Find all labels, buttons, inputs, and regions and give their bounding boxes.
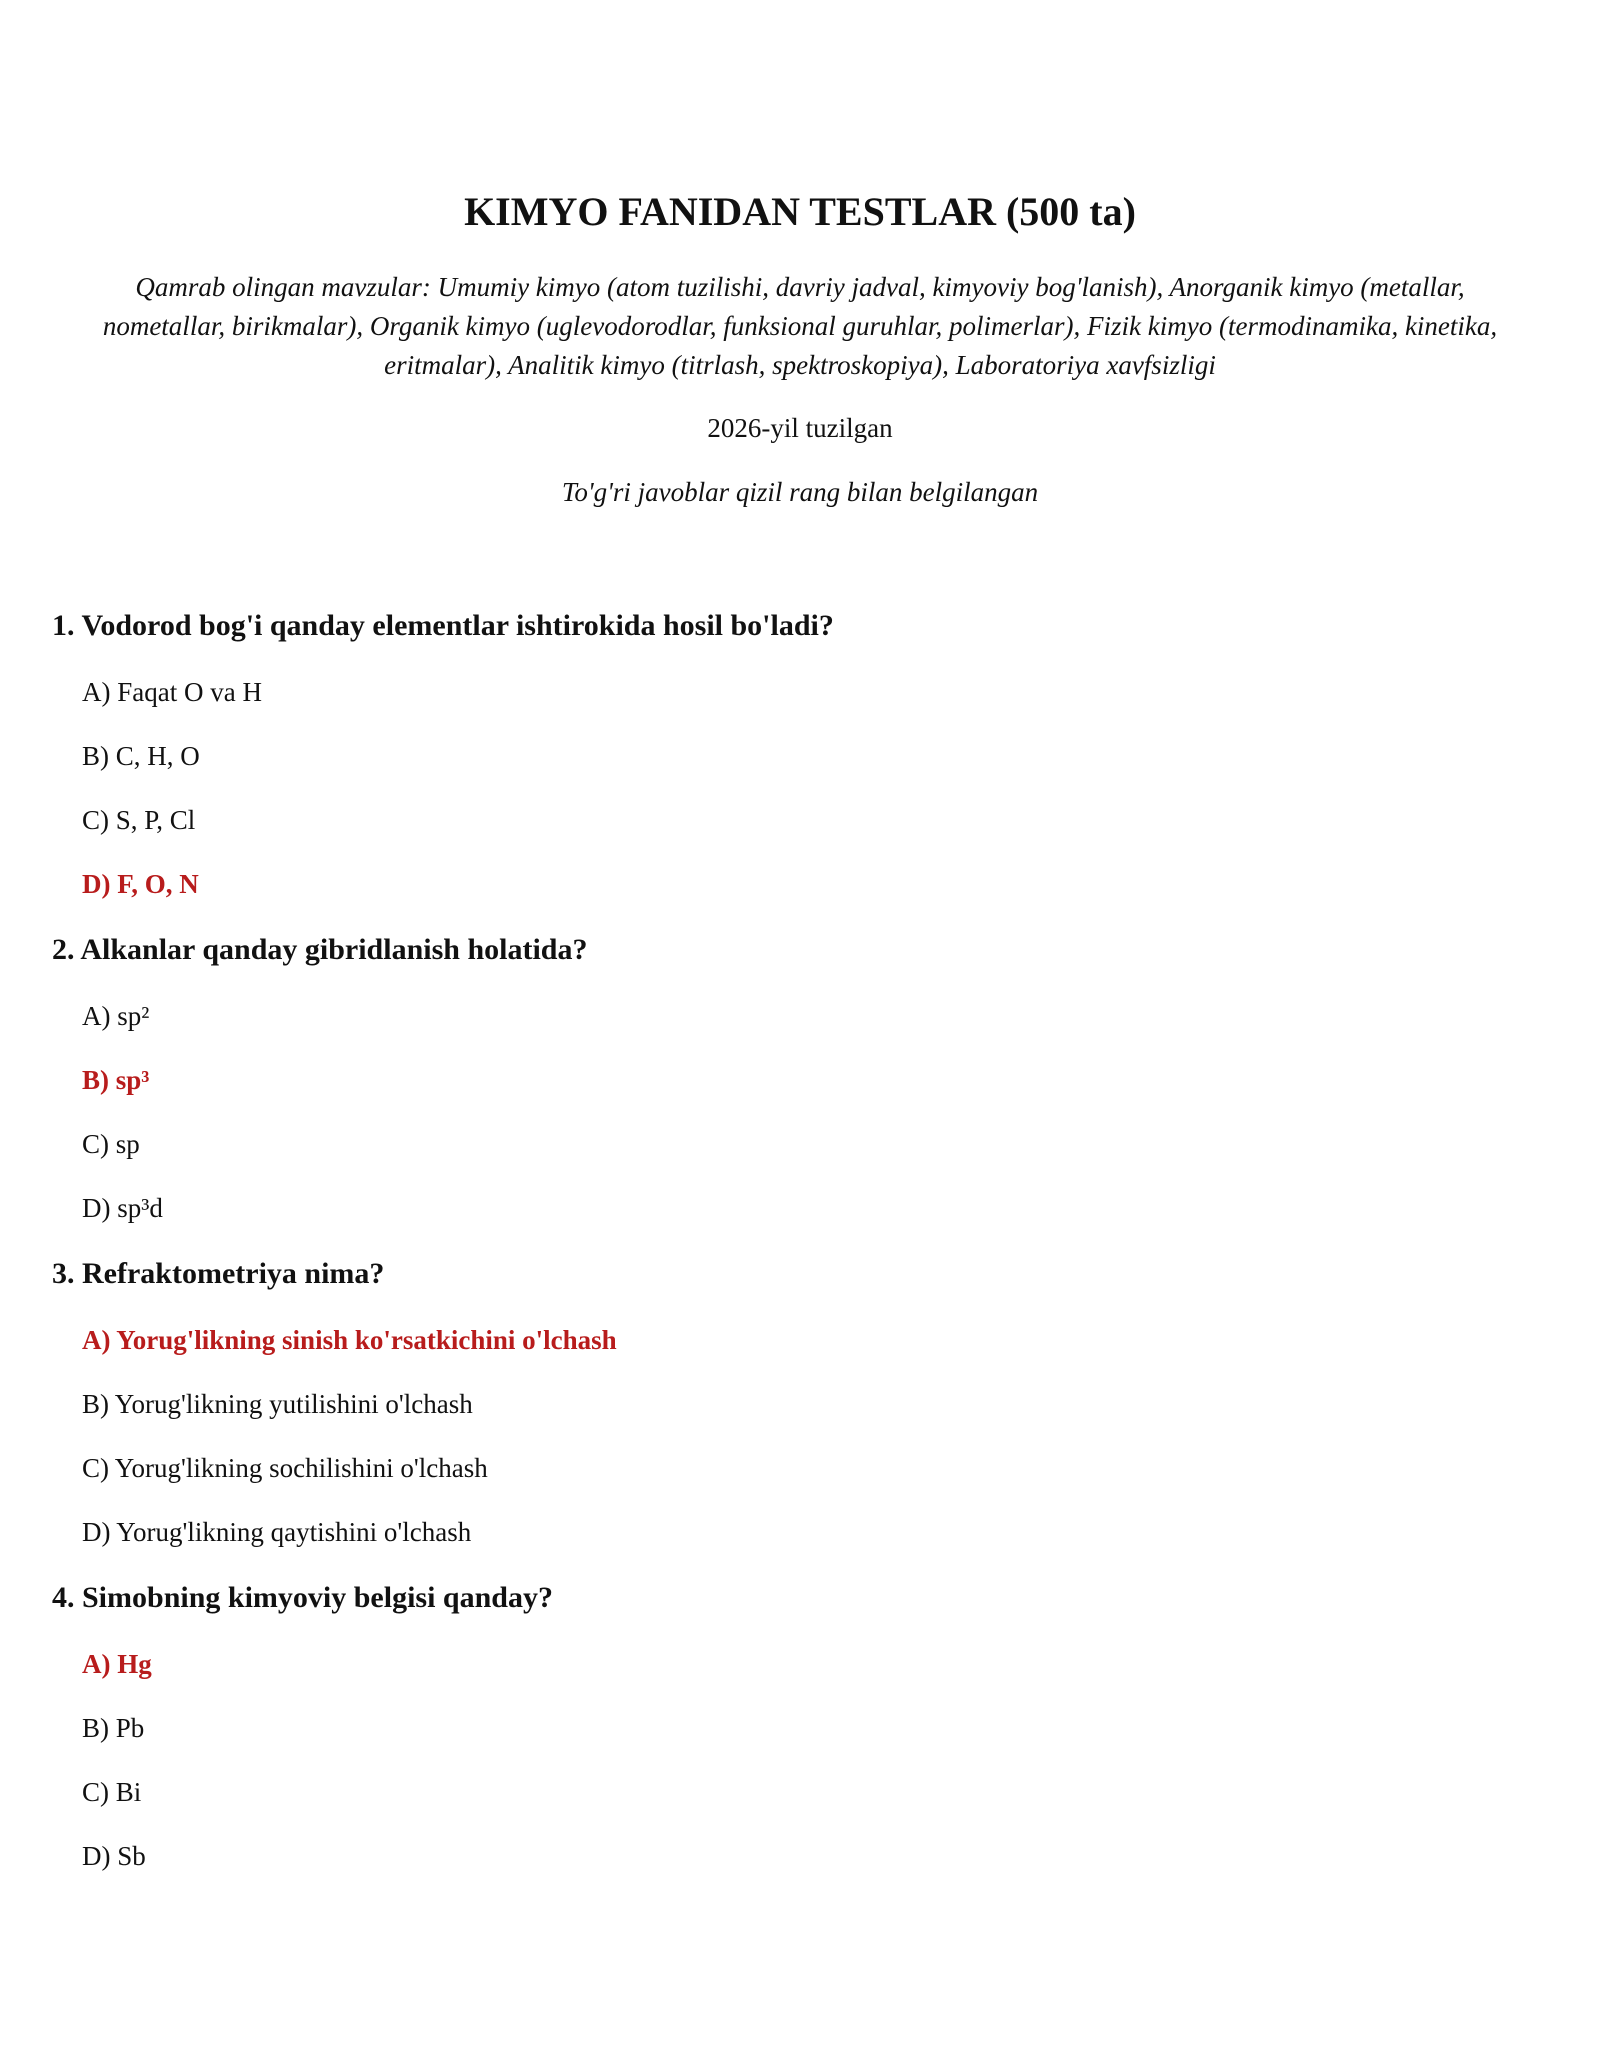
answer-option: B) Yorug'likning yutilishini o'lchash [82,1389,473,1419]
answer-option: A) sp² [82,1001,150,1031]
question-text: 1. Vodorod bog'i qanday elementlar ishtirokida hosil bo'ladi? [52,609,834,642]
answer-option: D) sp³d [82,1193,163,1223]
answer-option: C) Yorug'likning sochilishini o'lchash [82,1453,488,1483]
correct-answer-option: A) Yorug'likning sinish ko'rsatkichini o'lchash [82,1325,617,1355]
question-text: 3. Refraktometriya nima? [52,1257,385,1290]
answer-option: B) C, H, O [82,741,200,771]
answer-option: C) S, P, Cl [82,805,196,835]
answer-option: D) Yorug'likning qaytishini o'lchash [82,1517,472,1547]
compiled-date: 2026-yil tuzilgan [707,413,893,443]
correct-answer-option: A) Hg [82,1649,152,1679]
answer-option: C) Bi [82,1777,142,1807]
correct-answer-option: B) sp³ [82,1065,150,1095]
answer-option: D) Sb [82,1841,146,1871]
answer-option: C) sp [82,1129,140,1159]
answer-key-note: To'g'ri javoblar qizil rang bilan belgilangan [561,477,1039,507]
question-text: 4. Simobning kimyoviy belgisi qanday? [52,1581,553,1614]
document-title: KIMYO FANIDAN TESTLAR (500 ta) [464,189,1136,234]
question-text: 2. Alkanlar qanday gibridlanish holatida? [52,933,588,966]
answer-option: A) Faqat O va H [82,677,262,707]
answer-option: B) Pb [82,1713,145,1743]
correct-answer-option: D) F, O, N [82,869,199,899]
topics-subtitle: Qamrab olingan mavzular: Umumiy kimyo (atom tuzilishi, davriy jadval, kimyoviy bog'lanish), Anorganik kimyo (metallar, nometallar, birikmalar), Organik kimyo (uglevodorodlar, funksional guruhlar, polimerlar), Fizik kimyo (termodinamika, kinetika, eritmalar), Analitik kimyo (titrlash, spektroskopiya), Laboratoriya xavfsizligi [102,272,1498,380]
